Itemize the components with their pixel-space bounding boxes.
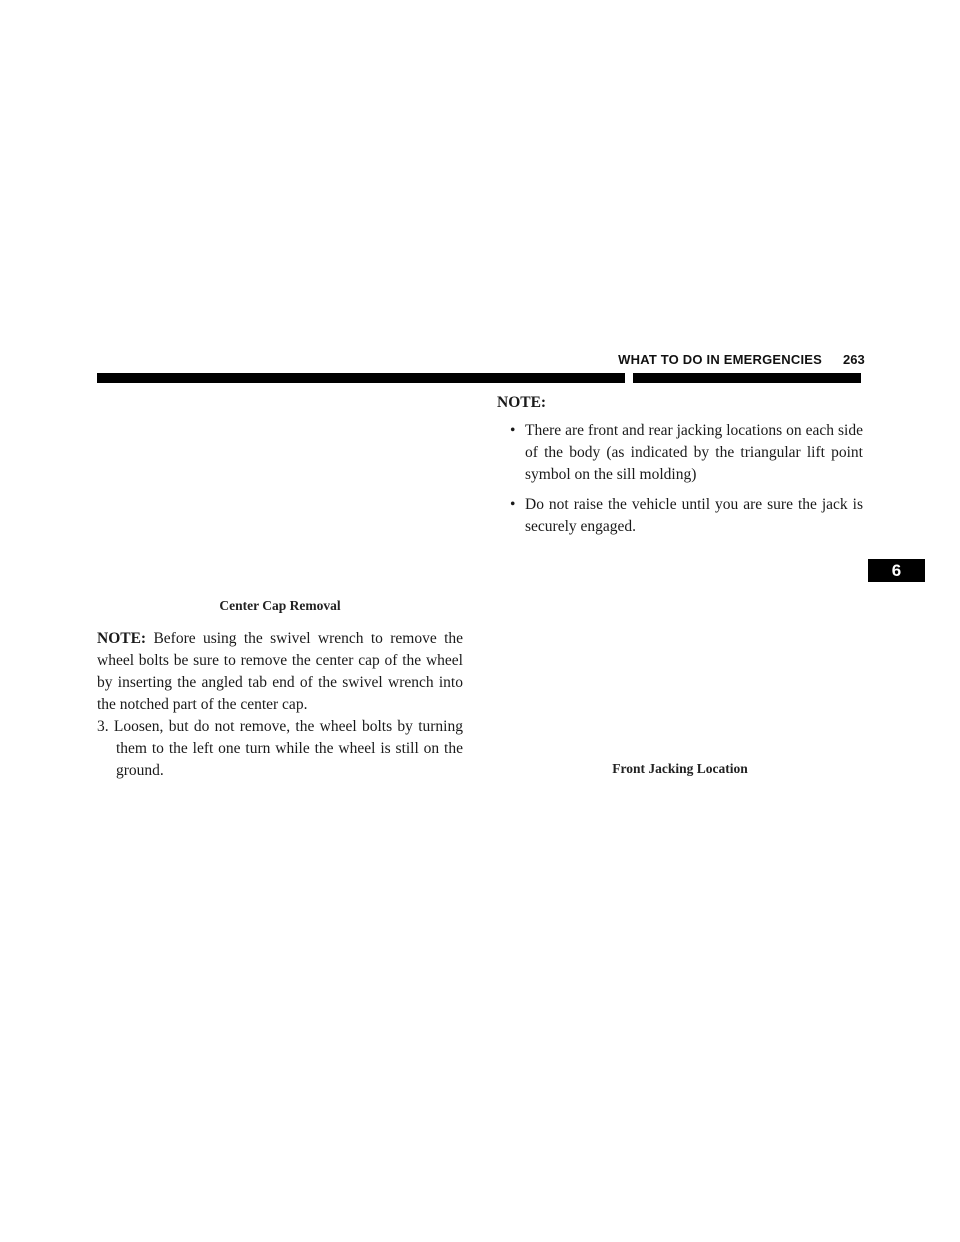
chapter-tab: 6 [868, 559, 925, 582]
section-title: WHAT TO DO IN EMERGENCIES [618, 352, 822, 367]
note-paragraph [97, 628, 463, 716]
note-label: NOTE: [97, 630, 147, 647]
note-text: Before using the swivel wrench to remove the wheel bolts be sure to remove the center cap of the wheel by inserting the angled tab end of the swivel wrench into the notched part of the center cap. [97, 630, 464, 713]
bullet-icon: • [510, 422, 516, 439]
right-column [497, 392, 863, 546]
step-item: 3. Loosen, but do not remove, the wheel bolts by turning them to the left one turn while the wheel is still on the ground. [97, 718, 463, 779]
bullet-icon: • [510, 496, 516, 513]
header-rule [97, 373, 625, 383]
header-rule-short [633, 373, 861, 383]
figure-caption-front-jacking: Front Jacking Location [612, 761, 748, 776]
left-column [97, 628, 463, 782]
list-item [497, 420, 863, 486]
figure-caption-center-cap: Center Cap Removal [219, 598, 341, 613]
page-number: 263 [843, 352, 865, 367]
bullet-text: Do not raise the vehicle until you are sure the jack is securely engaged. [525, 496, 863, 535]
bullet-text: There are front and rear jacking locations on each side of the body (as indicated by the triangular lift point symbol on the sill molding) [525, 422, 863, 483]
note-label: NOTE: [497, 394, 547, 411]
list-item [497, 494, 863, 538]
